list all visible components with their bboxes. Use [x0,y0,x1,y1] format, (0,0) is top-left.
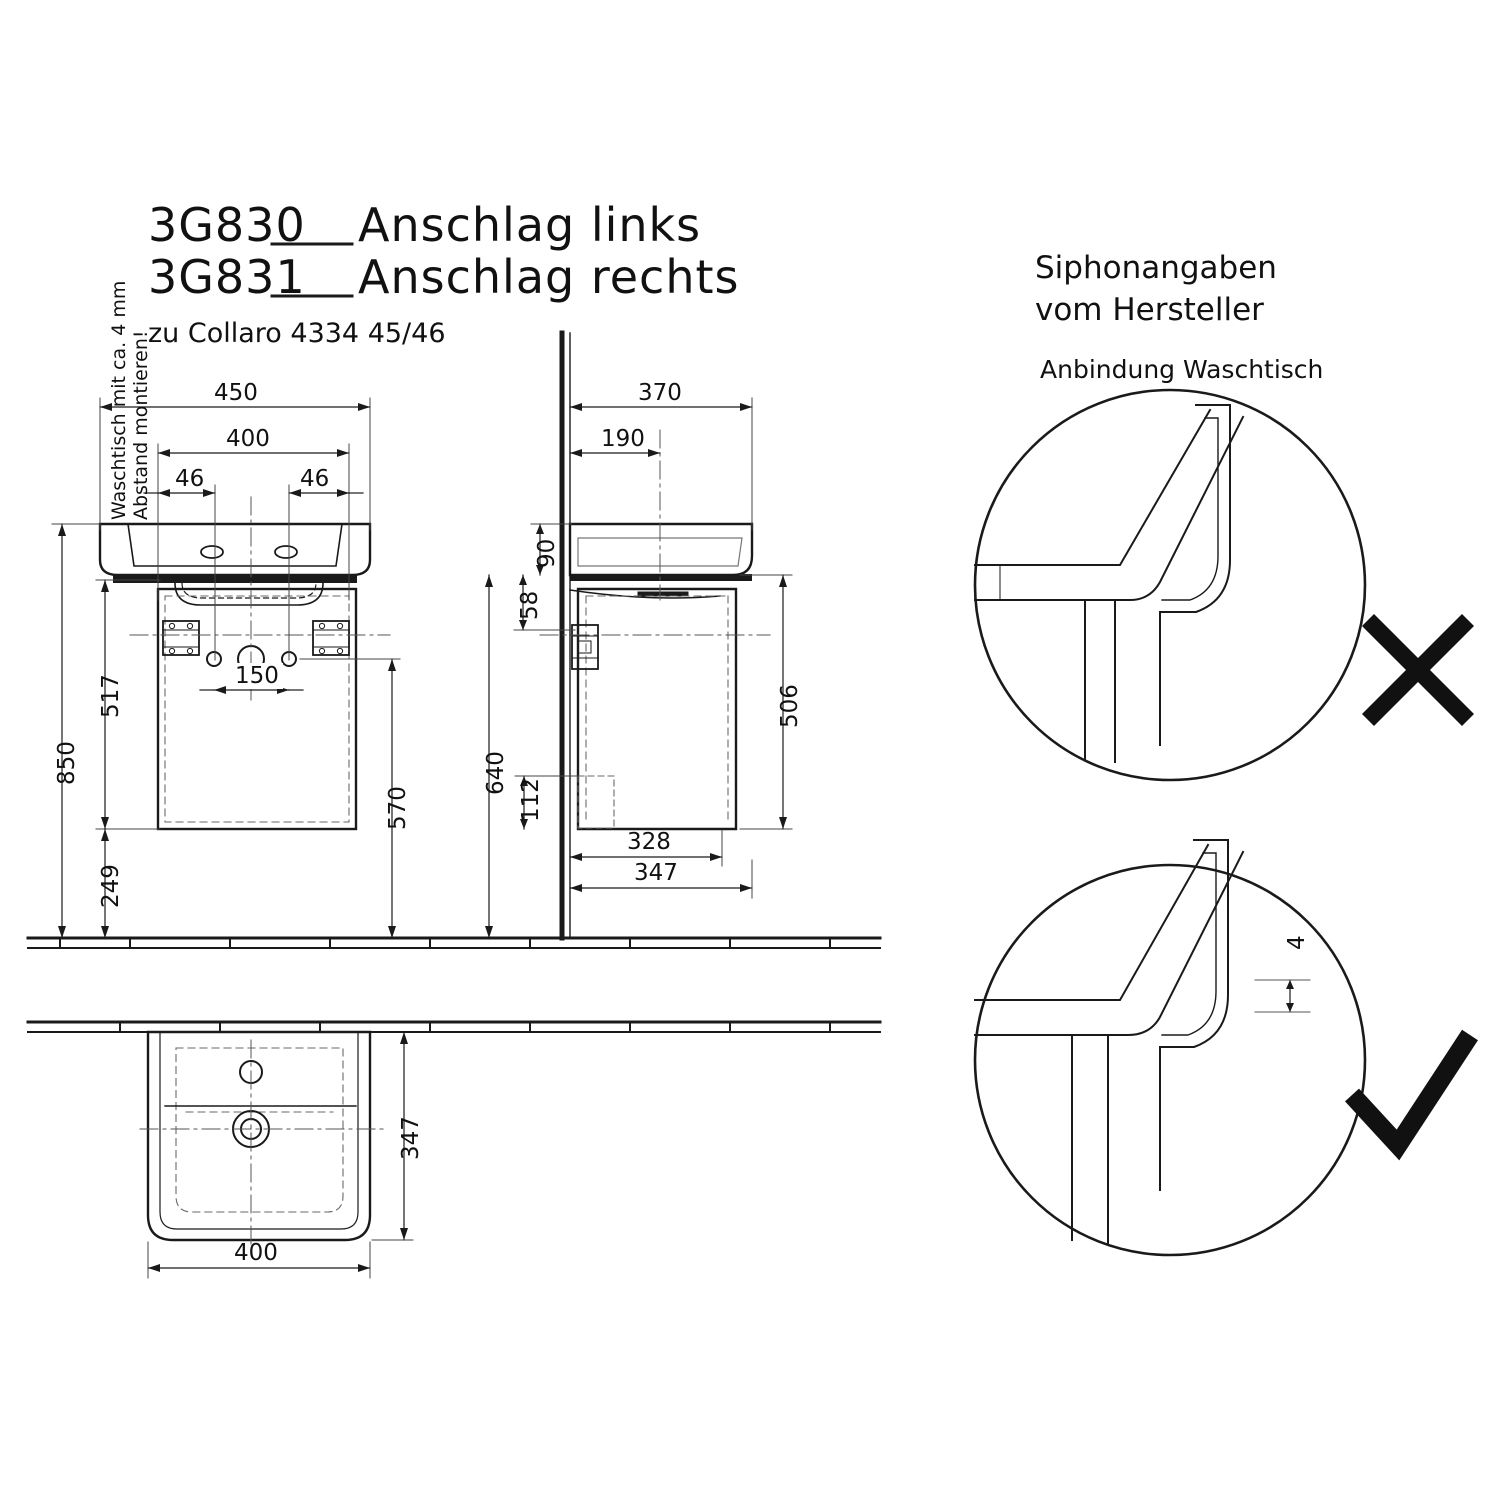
dim-side-328: 328 [627,829,671,855]
dim-side-depth-190: 190 [601,426,645,452]
dim-front-width-inner: 400 [226,426,270,452]
title-code-right: 3G831 [148,250,306,304]
title-subline: zu Collaro 4334 45/46 [148,318,446,349]
dim-side-640: 640 [483,751,509,795]
dim-top-width: 400 [234,1240,278,1266]
title-text-right: Anschlag rechts [358,250,740,304]
title-text-left: Anschlag links [358,198,702,252]
dim-height-body: 570 [385,786,411,830]
mounting-note-line1: Waschtisch mit ca. 4 mm [108,280,130,520]
title-code-left: 3G830 [148,198,306,252]
dim-side-506: 506 [777,684,803,728]
dim-side-90: 90 [534,538,560,568]
dim-side-depth-total: 370 [638,380,682,406]
dim-height-total: 850 [54,741,80,785]
dim-height-cabinet-top: 517 [98,674,124,718]
dim-front-hole-spacing: 150 [231,663,283,689]
dim-detail-4: 4 [1284,935,1310,950]
dim-top-depth: 347 [398,1116,424,1160]
dim-front-offset-left: 46 [175,466,205,492]
dim-side-347: 347 [634,860,678,886]
dim-front-offset-right: 46 [300,466,330,492]
siphon-heading-line2: vom Hersteller [1035,292,1264,328]
mounting-note-line2: Abstand montieren! [130,330,152,520]
dim-side-112: 112 [518,778,544,822]
dim-side-58: 58 [517,590,543,620]
siphon-subheading: Anbindung Waschtisch [1040,355,1324,384]
siphon-heading-line1: Siphonangaben [1035,250,1277,286]
dim-height-floor: 249 [98,864,124,908]
dim-front-width-outer: 450 [214,380,258,406]
